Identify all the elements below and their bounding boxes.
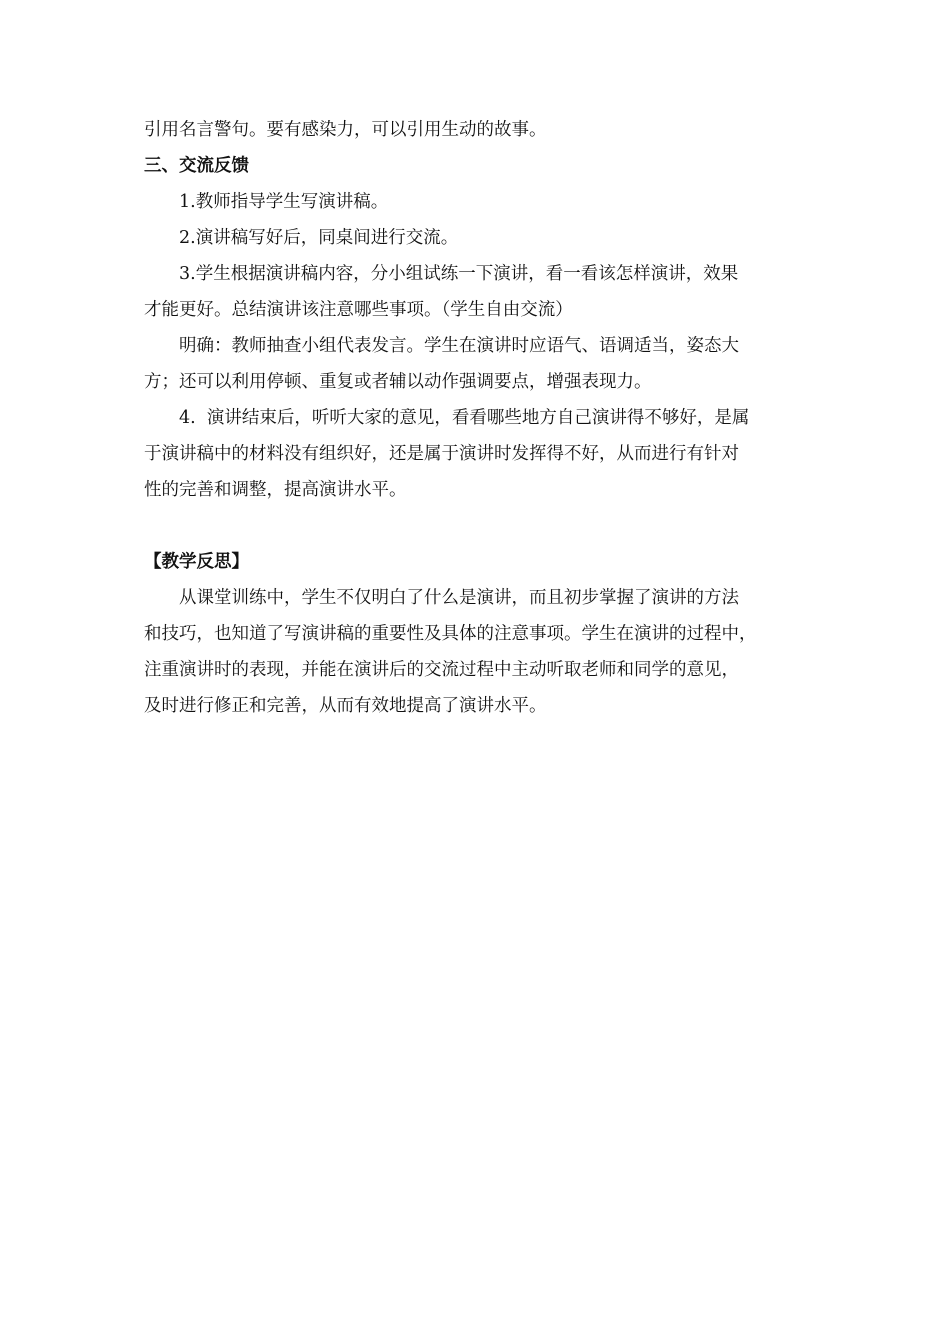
- list-item-3-line-1: 3.学生根据演讲稿内容，分小组试练一下演讲，看一看该怎样演讲，效果: [179, 264, 739, 284]
- list-item-2: 2.演讲稿写好后，同桌间进行交流。: [179, 228, 459, 248]
- clarify-line-2: 方；还可以利用停顿、重复或者辅以动作强调要点，增强表现力。: [144, 372, 652, 392]
- reflection-line-4: 及时进行修正和完善，从而有效地提高了演讲水平。: [144, 696, 547, 716]
- document-body: [144, 112, 809, 724]
- section-heading-reflection: 【教学反思】: [144, 552, 249, 572]
- section-heading-feedback: 三、交流反馈: [144, 156, 249, 176]
- list-item-1: 1.教师指导学生写演讲稿。: [179, 192, 389, 212]
- list-item-4-line-2: 于演讲稿中的材料没有组织好，还是属于演讲时发挥得不好，从而进行有针对: [144, 444, 739, 464]
- reflection-line-2: 和技巧，也知道了写演讲稿的重要性及具体的注意事项。学生在演讲的过程中，: [144, 624, 757, 644]
- list-item-4-line-3: 性的完善和调整，提高演讲水平。: [144, 480, 407, 500]
- reflection-line-3: 注重演讲时的表现，并能在演讲后的交流过程中主动听取老师和同学的意见，: [144, 660, 739, 680]
- paragraph-intro-tail: 引用名言警句。要有感染力，可以引用生动的故事。: [144, 120, 547, 140]
- list-item-3-line-2: 才能更好。总结演讲该注意哪些事项。（学生自由交流）: [144, 300, 573, 320]
- clarify-line-1: 明确：教师抽查小组代表发言。学生在演讲时应语气、语调适当，姿态大: [179, 336, 739, 356]
- list-item-4-line-1: 4. 演讲结束后，听听大家的意见，看看哪些地方自己演讲得不够好，是属: [179, 408, 750, 428]
- section-spacer: [144, 508, 809, 544]
- reflection-line-1: 从课堂训练中，学生不仅明白了什么是演讲，而且初步掌握了演讲的方法: [179, 588, 739, 608]
